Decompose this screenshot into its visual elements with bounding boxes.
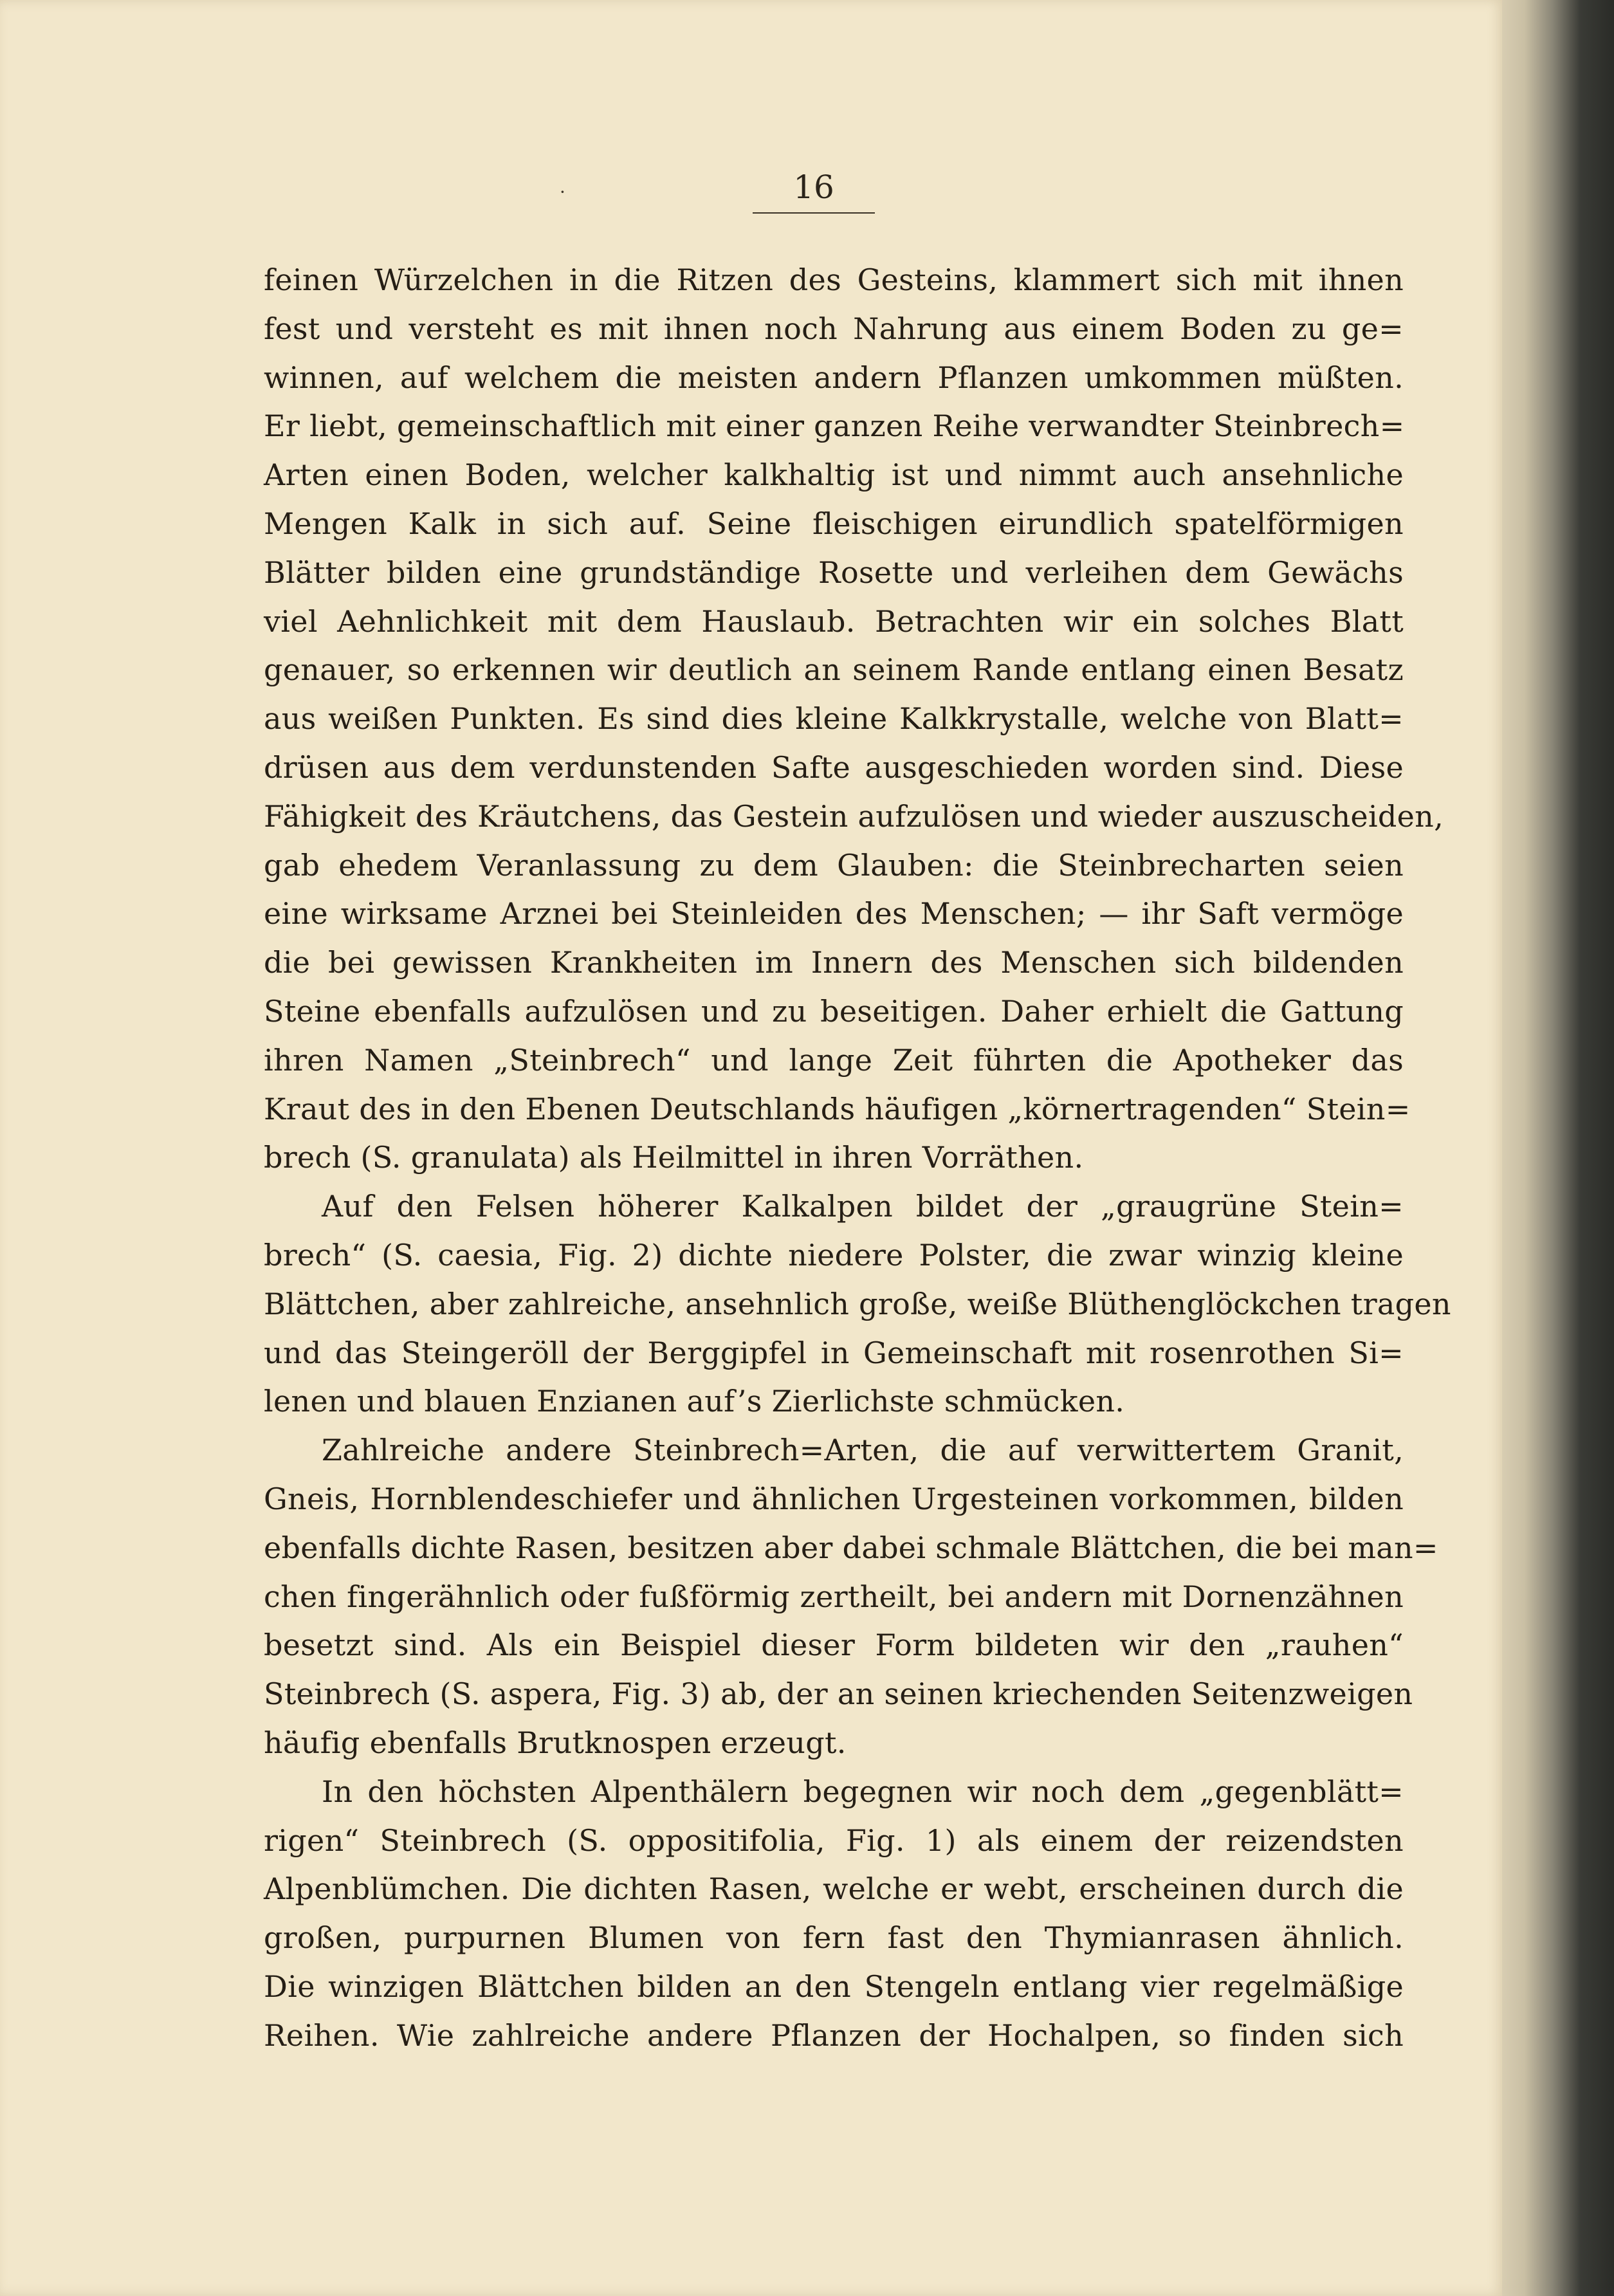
text-line: Alpenblümchen. Die dichten Rasen, welche er webt, erscheinen durch die — [264, 1871, 1404, 1907]
text-line: die bei gewissen Krankheiten im Innern des Menschen sich bildenden — [264, 945, 1404, 980]
text-line: Steine ebenfalls aufzulösen und zu beseitigen. Daher erhielt die Gattung — [264, 993, 1404, 1029]
text-line: ihren Namen „Steinbrech“ und lange Zeit führten die Apotheker das — [264, 1042, 1404, 1078]
text-line: chen fingerähnlich oder fußförmig zertheilt, bei andern mit Dornenzähnen — [264, 1579, 1404, 1614]
text-line: besetzt sind. Als ein Beispiel dieser Form bildeten wir den „rauhen“ — [264, 1628, 1404, 1663]
text-line: Er liebt, gemeinschaftlich mit einer ganzen Reihe verwandter Steinbrech= — [264, 409, 1405, 444]
text-line: Fähigkeit des Kräutchens, das Gestein aufzulösen und wieder auszuscheiden, — [264, 798, 1444, 834]
text-line: Steinbrech (S. aspera, Fig. 3) ab, der an seinen kriechenden Seitenzweigen — [264, 1676, 1413, 1712]
text-line: Blättchen, aber zahlreiche, ansehnlich große, weiße Blüthenglöckchen tragen — [264, 1286, 1451, 1321]
paragraph-start-line: In den höchsten Alpenthälern begegnen wir noch dem „gegenblätt= — [322, 1774, 1404, 1809]
text-line: Mengen Kalk in sich auf. Seine fleischigen eirundlich spatelförmigen — [264, 506, 1404, 541]
text-line: Kraut des in den Ebenen Deutschlands häufigen „körnertragenden“ Stein= — [264, 1091, 1411, 1126]
paragraph-start-line: Auf den Felsen höherer Kalkalpen bildet der „graugrüne Stein= — [322, 1189, 1404, 1224]
body-text — [264, 256, 1451, 2060]
text-line: drüsen aus dem verdunstenden Safte ausgeschieden worden sind. Diese — [264, 749, 1404, 785]
text-line: fest und versteht es mit ihnen noch Nahrung aus einem Boden zu ge= — [264, 311, 1404, 346]
text-line: genauer, so erkennen wir deutlich an seinem Rande entlang einen Besatz — [264, 652, 1404, 688]
text-line: Gneis, Hornblendeschiefer und ähnlichen Urgesteinen vorkommen, bilden — [264, 1481, 1404, 1516]
text-line: gab ehedem Veranlassung zu dem Glauben: die Steinbrecharten seien — [264, 847, 1404, 883]
paragraph-start-line: Zahlreiche andere Steinbrech=Arten, die auf verwittertem Granit, — [322, 1433, 1404, 1468]
text-line: rigen“ Steinbrech (S. oppositifolia, Fig. 1) als einem der reizendsten — [264, 1823, 1404, 1858]
book-spine — [1502, 0, 1614, 2296]
text-line: viel Aehnlichkeit mit dem Hauslaub. Betrachten wir ein solches Blatt — [264, 603, 1404, 639]
text-line: eine wirksame Arznei bei Steinleiden des Menschen; — ihr Saft vermöge — [264, 896, 1404, 932]
paragraph-end-line: lenen und blauen Enzianen auf’s Zierlichste schmücken. — [264, 1384, 1125, 1419]
text-line: aus weißen Punkten. Es sind dies kleine Kalkkrystalle, welche von Blatt= — [264, 701, 1404, 737]
text-line: großen, purpurnen Blumen von fern fast den Thymianrasen ähnlich. — [264, 1920, 1404, 1956]
text-line: brech“ (S. caesia, Fig. 2) dichte niedere Polster, die zwar winzig kleine — [264, 1237, 1404, 1272]
text-line: Arten einen Boden, welcher kalkhaltig ist und nimmt auch ansehnliche — [264, 457, 1404, 493]
paragraph-end-line: häufig ebenfalls Brutknospen erzeugt. — [264, 1725, 847, 1760]
text-line: feinen Würzelchen in die Ritzen des Gesteins, klammert sich mit ihnen — [264, 262, 1404, 297]
text-line: ebenfalls dichte Rasen, besitzen aber dabei schmale Blättchen, die bei man= — [264, 1530, 1438, 1565]
paragraph-end-line: brech (S. granulata) als Heilmittel in ihren Vorräthen. — [264, 1140, 1084, 1175]
text-line: Reihen. Wie zahlreiche andere Pflanzen der Hochalpen, so finden sich — [264, 2017, 1404, 2053]
page-number: 16 — [753, 169, 875, 214]
text-line: Blätter bilden eine grundständige Rosette und verleihen dem Gewächs — [264, 555, 1404, 590]
text-line: Die winzigen Blättchen bilden an den Stengeln entlang vier regelmäßige — [264, 1969, 1404, 2004]
text-line: und das Steingeröll der Berggipfel in Gemeinschaft mit rosenrothen Si= — [264, 1335, 1404, 1370]
text-line: winnen, auf welchem die meisten andern Pflanzen umkommen müßten. — [264, 360, 1404, 395]
ink-speck: · — [560, 181, 565, 203]
